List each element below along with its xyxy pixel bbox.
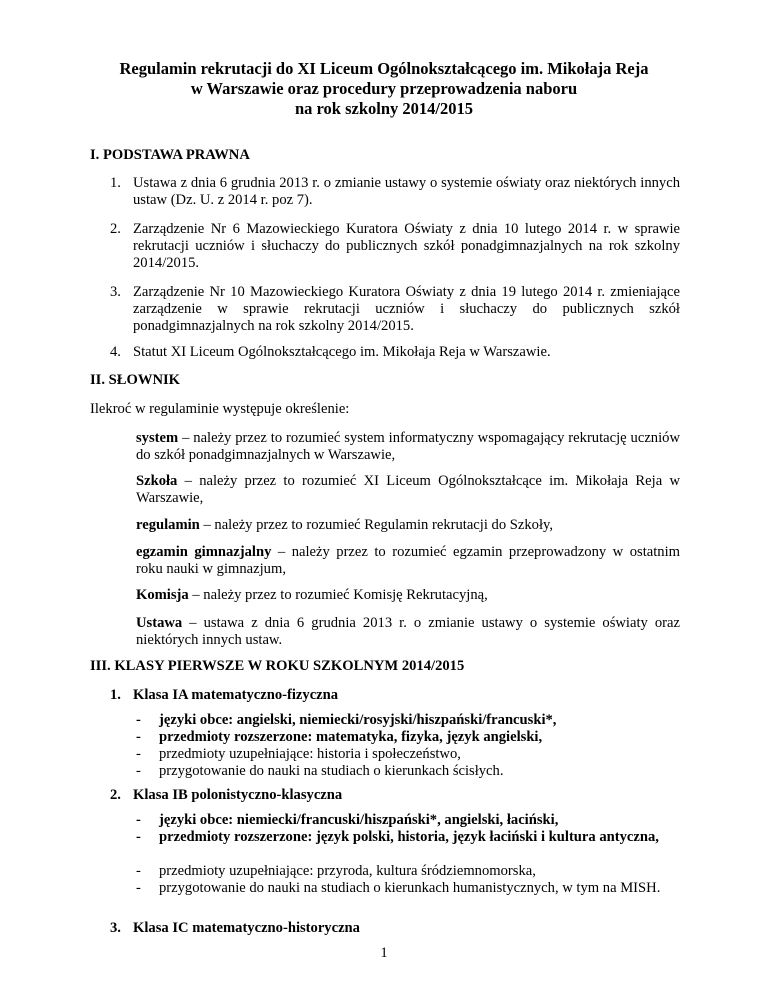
title-line-1: Regulamin rekrutacji do XI Liceum Ogólnokształcącego im. Mikołaja Reja <box>119 59 649 78</box>
bullet-text: języki obce: angielski, niemiecki/rosyjski/hiszpański/francuski*, <box>159 712 557 728</box>
class-bullet <box>136 763 680 780</box>
page-title <box>60 59 708 119</box>
class-number: 3. <box>110 920 121 936</box>
definition-text: – należy przez to rozumieć Komisję Rekrutacyjną, <box>188 587 488 603</box>
bullet-text: przedmioty rozszerzone: matematyka, fizyka, język angielski, <box>159 729 543 745</box>
bullet-dash: - <box>136 829 141 845</box>
legal-basis-item <box>110 175 680 209</box>
bullet-dash: - <box>136 812 141 828</box>
glossary-definition <box>136 544 680 578</box>
bullet-text: przygotowanie do nauki na studiach o kierunkach ścisłych. <box>159 763 504 779</box>
definition-text: – należy przez to rozumieć system informatyczny wspomagający rekrutację uczniów do szkół ponadgimnazjalnych w Warszawie, <box>136 430 680 463</box>
class-bullet <box>136 880 680 897</box>
glossary-definition <box>136 517 680 534</box>
glossary-definition <box>136 473 680 507</box>
section-heading-first-classes: III. KLASY PIERWSZE W ROKU SZKOLNYM 2014/2015 <box>90 658 465 674</box>
definition-term: system <box>136 430 179 446</box>
class-bullet <box>136 729 680 746</box>
item-text: Zarządzenie Nr 6 Mazowieckiego Kuratora Oświaty z dnia 10 lutego 2014 r. w sprawie rekrutacji uczniów i słuchaczy do publicznych szkół ponadgimnazjalnych na rok szkolny 2014/2015. <box>133 221 680 271</box>
bullet-dash: - <box>136 746 141 762</box>
item-number: 2. <box>110 221 121 237</box>
item-number: 3. <box>110 284 121 300</box>
definition-term: Ustawa <box>136 615 183 631</box>
glossary-definition <box>136 430 680 464</box>
title-line-2: w Warszawie oraz procedury przeprowadzenia naboru <box>190 79 578 98</box>
class-bullet <box>136 746 680 763</box>
bullet-dash: - <box>136 880 141 896</box>
definition-term: Komisja <box>136 587 189 603</box>
definition-term: regulamin <box>136 517 200 533</box>
title-line-3: na rok szkolny 2014/2015 <box>294 99 474 118</box>
class-bullet <box>136 829 680 846</box>
definition-text: – należy przez to rozumieć egzamin przeprowadzony w ostatnim roku nauki w gimnazjum, <box>136 544 680 577</box>
bullet-dash: - <box>136 863 141 879</box>
legal-basis-item <box>110 284 680 335</box>
bullet-text: przedmioty rozszerzone: język polski, historia, język łaciński i kultura antyczna, <box>159 829 659 845</box>
class-heading <box>110 920 360 937</box>
item-number: 1. <box>110 175 121 191</box>
class-bullet <box>136 712 680 729</box>
page-number: 1 <box>380 945 388 961</box>
class-name: Klasa IA matematyczno-fizyczna <box>133 687 339 703</box>
class-number: 1. <box>110 687 121 703</box>
item-number: 4. <box>110 344 121 360</box>
definition-term: egzamin gimnazjalny <box>136 544 272 560</box>
bullet-text: przedmioty uzupełniające: przyroda, kultura śródziemnomorska, <box>159 863 536 879</box>
bullet-dash: - <box>136 712 141 728</box>
legal-basis-item <box>110 344 680 361</box>
definition-text: – należy przez to rozumieć XI Liceum Ogólnokształcące im. Mikołaja Reja w Warszawie, <box>136 473 680 506</box>
item-text: Ustawa z dnia 6 grudnia 2013 r. o zmianie ustawy o systemie oświaty oraz niektórych innych ustaw (Dz. U. z 2014 r. poz 7). <box>133 175 680 208</box>
definition-text: – ustawa z dnia 6 grudnia 2013 r. o zmianie ustawy o systemie oświaty oraz niektórych innych ustaw. <box>136 615 680 648</box>
class-bullet <box>136 812 680 829</box>
definition-text: – należy przez to rozumieć Regulamin rekrutacji do Szkoły, <box>199 517 554 533</box>
section-heading-glossary: II. SŁOWNIK <box>90 372 181 388</box>
glossary-intro: Ilekroć w regulaminie występuje określenie: <box>90 401 350 417</box>
bullet-text: języki obce: niemiecki/francuski/hiszpański*, angielski, łaciński, <box>159 812 559 828</box>
glossary-definition <box>136 615 680 649</box>
definition-term: Szkoła <box>136 473 178 489</box>
glossary-definition <box>136 587 680 604</box>
class-name: Klasa IB polonistyczno-klasyczna <box>133 787 343 803</box>
bullet-text: przygotowanie do nauki na studiach o kierunkach humanistycznych, w tym na MISH. <box>159 880 661 896</box>
class-bullet <box>136 863 680 880</box>
class-number: 2. <box>110 787 121 803</box>
class-heading <box>110 787 342 804</box>
bullet-text: przedmioty uzupełniające: historia i społeczeństwo, <box>159 746 461 762</box>
class-name: Klasa IC matematyczno-historyczna <box>133 920 360 936</box>
legal-basis-item <box>110 221 680 272</box>
section-heading-legal-basis: I. PODSTAWA PRAWNA <box>90 147 250 163</box>
class-heading <box>110 687 338 704</box>
item-text: Zarządzenie Nr 10 Mazowieckiego Kuratora Oświaty z dnia 19 lutego 2014 r. zmieniające zarządzenie w sprawie rekrutacji uczniów i słuchaczy do publicznych szkół ponadgimnazjalnych na rok szkolny 2014/2015. <box>133 284 680 334</box>
bullet-dash: - <box>136 763 141 779</box>
item-text: Statut XI Liceum Ogólnokształcącego im. Mikołaja Reja w Warszawie. <box>133 344 551 360</box>
bullet-dash: - <box>136 729 141 745</box>
